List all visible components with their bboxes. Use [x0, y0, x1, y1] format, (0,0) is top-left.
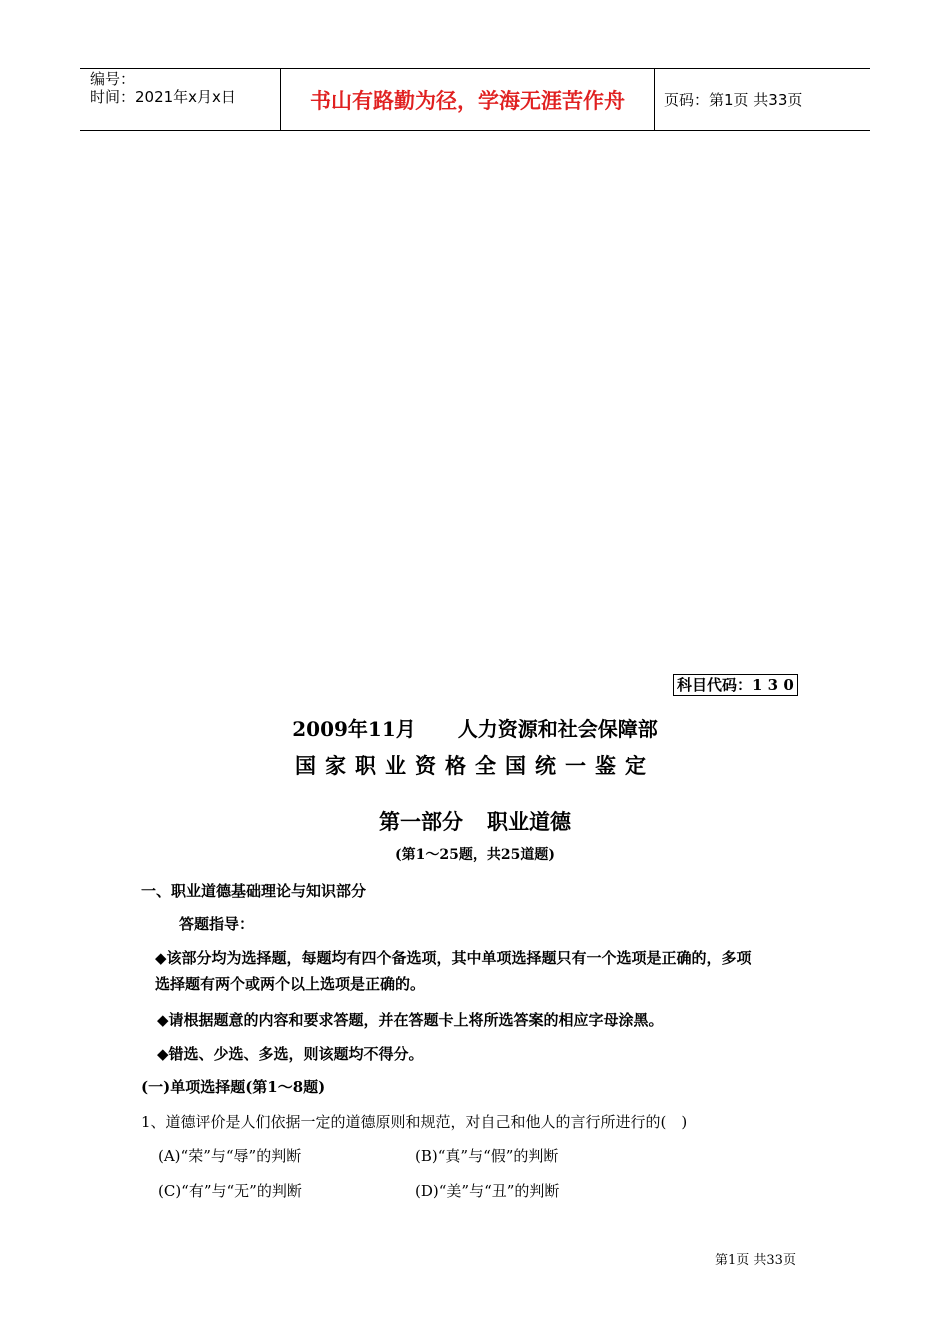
- question-1-option-a: (A)“荣”与“辱”的判断: [158, 1147, 302, 1165]
- question-1-text: 1、道德评价是人们依据一定的道德原则和规范，对自己和他人的言行所进行的( ): [141, 1113, 688, 1131]
- part-name: 职业道德: [487, 809, 571, 834]
- header-meta: [80, 69, 281, 130]
- question-1-option-b: (B)“真”与“假”的判断: [415, 1147, 559, 1165]
- page-footer: 第1页 共33页: [715, 1253, 796, 1268]
- header-page: 页码：第1页 共33页: [664, 91, 803, 109]
- guide-item-1-line-2: 选择题有两个或两个以上选项是正确的。: [155, 975, 426, 993]
- part-number: 第一部分: [379, 809, 463, 834]
- section-heading: 一、职业道德基础理论与知识部分: [141, 882, 367, 900]
- header-motto: 书山有路勤为径，学海无涯苦作舟: [281, 69, 655, 130]
- guide-item-1-line-1: ◆该部分均为选择题，每题均有四个备选项，其中单项选择题只有一个选项是正确的，多项: [155, 949, 752, 967]
- question-1-option-c: (C)“有”与“无”的判断: [158, 1182, 302, 1200]
- guide-title: 答题指导：: [179, 915, 255, 933]
- subject-code: 科目代码：1 3 0: [673, 674, 798, 696]
- guide-item-2: ◆请根据题意的内容和要求答题，并在答题卡上将所选答案的相应字母涂黑。: [157, 1011, 664, 1029]
- subsection-heading: (一)单项选择题(第1～8题): [141, 1078, 326, 1096]
- part-heading: [0, 806, 950, 836]
- question-1-option-d: (D)“美”与“丑”的判断: [415, 1182, 560, 1200]
- guide-item-3: ◆错选、少选、多选，则该题均不得分。: [157, 1045, 424, 1063]
- header-number: 编号：: [90, 70, 136, 88]
- document-header: [80, 68, 870, 131]
- title-line-1: [0, 713, 950, 742]
- title-exam: 国家职业资格全国统一鉴定: [295, 753, 655, 778]
- title-date: 2009年11月: [292, 717, 416, 741]
- part-range: (第1～25题，共25道题): [395, 847, 555, 863]
- header-date: 时间：2021年x月x日: [90, 88, 236, 106]
- title-org: 人力资源和社会保障部: [457, 717, 658, 741]
